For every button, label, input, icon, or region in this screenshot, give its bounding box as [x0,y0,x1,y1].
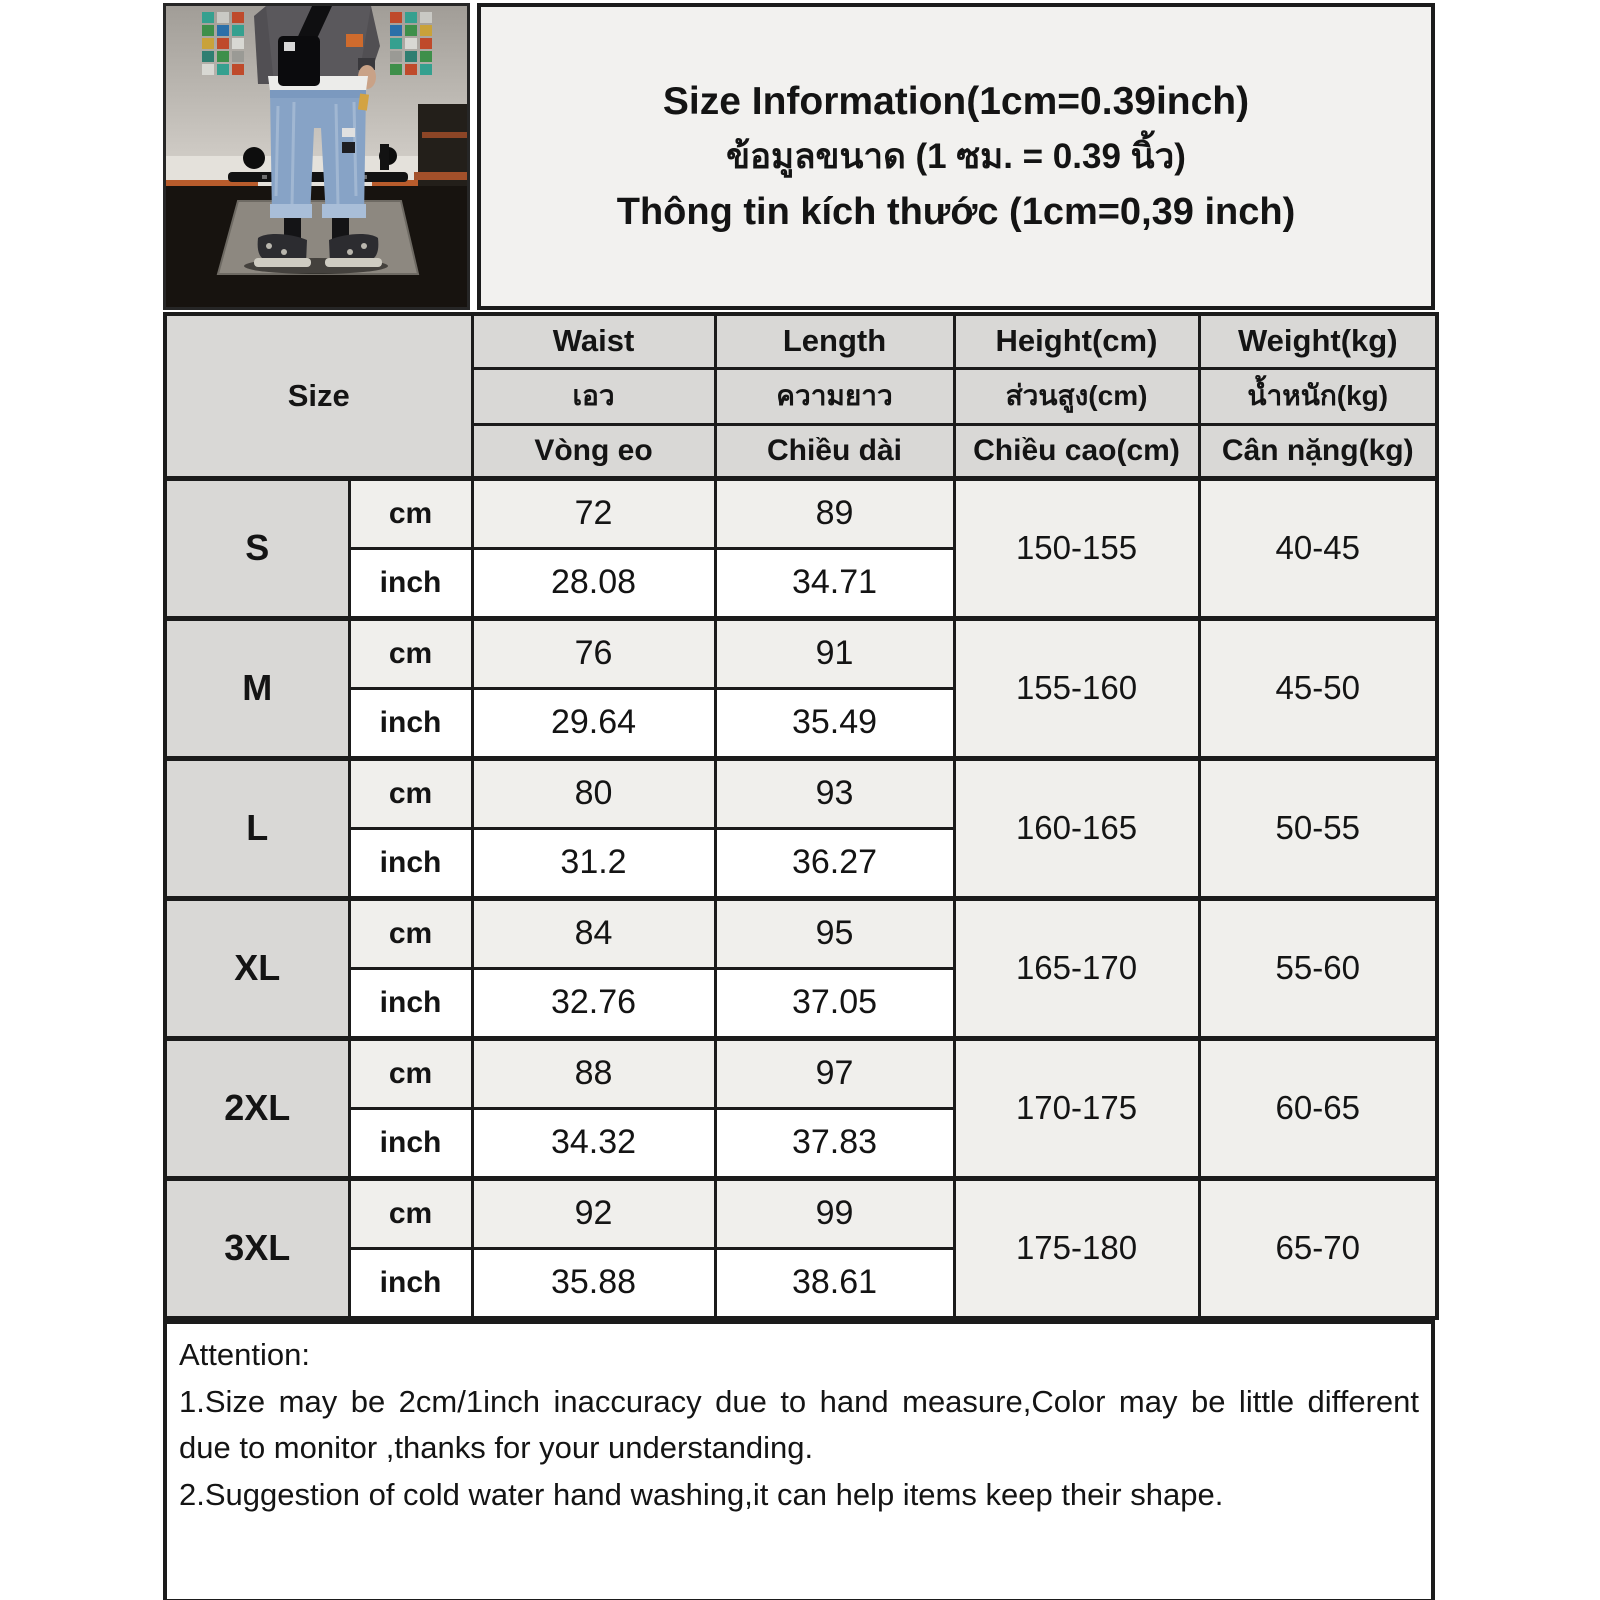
unit-cm: cm [349,1178,472,1248]
table-row-2xl-cm [165,1038,1437,1108]
attention-item-2: 2.Suggestion of cold water hand washing,it can help items keep their shape. [179,1476,1224,1512]
size-label-s: S [165,478,349,618]
unit-inch: inch [349,828,472,898]
size-header-cell: Size [165,314,472,478]
waist-cm-value: 72 [472,478,715,548]
table-row-3xl-cm [165,1178,1437,1248]
size-label-l: L [165,758,349,898]
table-row-m-cm [165,618,1437,688]
title-line-vietnamese: Thông tin kích thước (1cm=0,39 inch) [616,190,1296,233]
waist-cm-value: 84 [472,898,715,968]
col-header-weight-th: น้ำหนัก(kg) [1199,368,1437,424]
height-range: 165-170 [954,898,1199,1038]
length-cm-value: 89 [715,478,954,548]
size-label-2xl: 2XL [165,1038,349,1178]
size-chart-page [163,3,1435,1600]
weight-range: 65-70 [1199,1178,1437,1318]
product-photo-illustration [166,6,467,307]
col-header-waist-vi: Vòng eo [472,424,715,478]
size-label-3xl: 3XL [165,1178,349,1318]
length-cm-value: 93 [715,758,954,828]
waist-inch-value: 31.2 [472,828,715,898]
sticker-grid-right [390,12,432,75]
unit-cm: cm [349,618,472,688]
col-header-weight-en: Weight(kg) [1199,314,1437,368]
length-inch-value: 36.27 [715,828,954,898]
col-header-weight-vi: Cân nặng(kg) [1199,424,1437,478]
size-table [163,312,1439,1320]
waist-cm-value: 88 [472,1038,715,1108]
attention-item-1: 1.Size may be 2cm/1inch inaccuracy due to hand measure,Color may be little different due to monitor ,thanks for your understanding. [179,1383,1419,1465]
waist-inch-value: 28.08 [472,548,715,618]
waist-inch-value: 29.64 [472,688,715,758]
top-section [163,3,1435,310]
product-photo [163,3,470,310]
size-label-xl: XL [165,898,349,1038]
col-header-length-vi: Chiều dài [715,424,954,478]
col-header-length-th: ความยาว [715,368,954,424]
weight-range: 45-50 [1199,618,1437,758]
sticker-grid-left [202,12,244,75]
unit-inch: inch [349,1248,472,1318]
height-range: 150-155 [954,478,1199,618]
length-inch-value: 38.61 [715,1248,954,1318]
attention-heading: Attention: [179,1337,310,1372]
table-row-l-cm [165,758,1437,828]
col-header-waist-en: Waist [472,314,715,368]
size-label-m: M [165,618,349,758]
waist-inch-value: 35.88 [472,1248,715,1318]
length-inch-value: 37.05 [715,968,954,1038]
col-header-height-th: ส่วนสูง(cm) [954,368,1199,424]
height-range: 160-165 [954,758,1199,898]
title-line-english: Size Information(1cm=0.39inch) [662,79,1250,123]
unit-cm: cm [349,898,472,968]
length-inch-value: 34.71 [715,548,954,618]
col-header-waist-th: เอว [472,368,715,424]
unit-cm: cm [349,758,472,828]
waist-cm-value: 76 [472,618,715,688]
unit-inch: inch [349,1108,472,1178]
unit-inch: inch [349,688,472,758]
waist-cm-value: 80 [472,758,715,828]
waist-inch-value: 32.76 [472,968,715,1038]
height-range: 170-175 [954,1038,1199,1178]
weight-range: 50-55 [1199,758,1437,898]
unit-cm: cm [349,1038,472,1108]
col-header-height-en: Height(cm) [954,314,1199,368]
table-row-s-cm [165,478,1437,548]
unit-cm: cm [349,478,472,548]
waist-inch-value: 34.32 [472,1108,715,1178]
col-header-length-en: Length [715,314,954,368]
weight-range: 40-45 [1199,478,1437,618]
title-line-thai: ข้อมูลขนาด (1 ซม. = 0.39 นิ้ว) [726,136,1186,176]
col-header-height-vi: Chiều cao(cm) [954,424,1199,478]
attention-box [163,1320,1435,1600]
weight-range: 55-60 [1199,898,1437,1038]
length-inch-value: 37.83 [715,1108,954,1178]
length-cm-value: 99 [715,1178,954,1248]
unit-inch: inch [349,968,472,1038]
header-row-english [165,314,1437,368]
unit-inch: inch [349,548,472,618]
length-cm-value: 95 [715,898,954,968]
length-inch-value: 35.49 [715,688,954,758]
weight-range: 60-65 [1199,1038,1437,1178]
height-range: 175-180 [954,1178,1199,1318]
length-cm-value: 97 [715,1038,954,1108]
waist-cm-value: 92 [472,1178,715,1248]
size-information-title [477,3,1435,310]
length-cm-value: 91 [715,618,954,688]
table-row-xl-cm [165,898,1437,968]
height-range: 155-160 [954,618,1199,758]
